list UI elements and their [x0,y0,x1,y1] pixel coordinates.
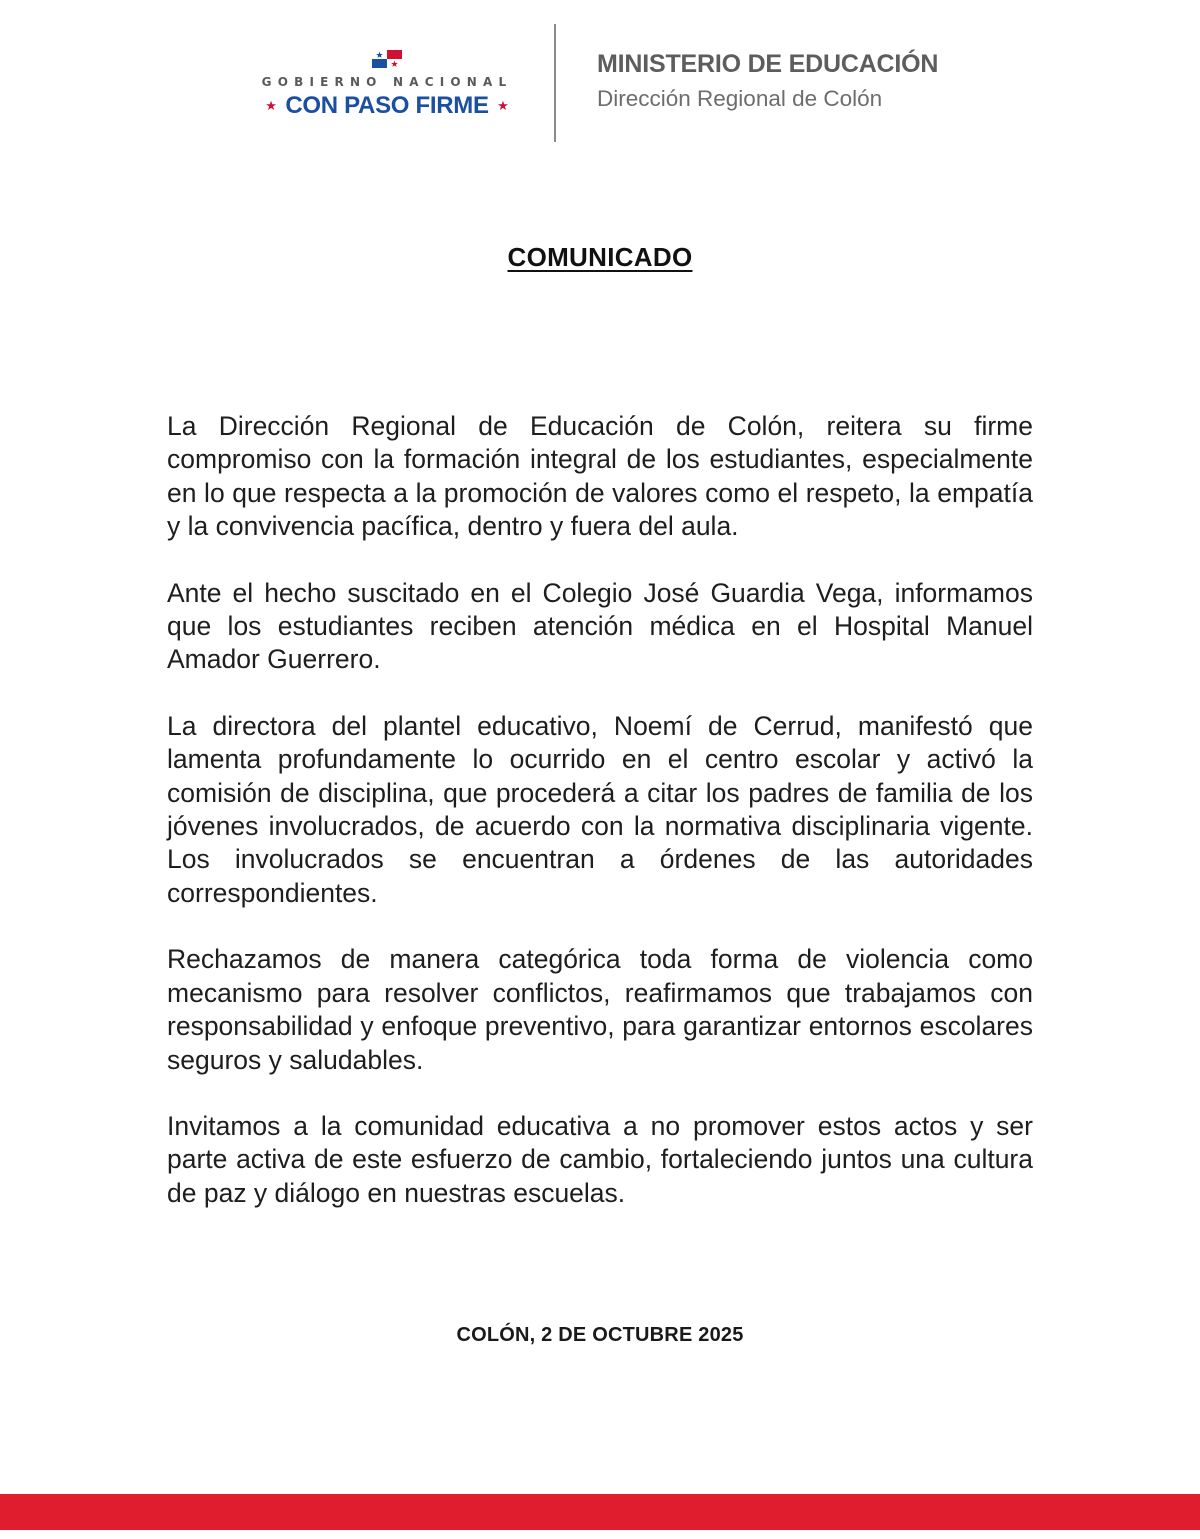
letterhead [0,0,1200,160]
panama-flag-icon [372,50,402,68]
document-date: COLÓN, 2 DE OCTUBRE 2025 [456,1324,744,1346]
body-paragraph: Ante el hecho suscitado en el Colegio José Guardia Vega, informamos que los estudiantes reciben atención médica en el Hospital Manuel Amador Guerrero. [167,577,1033,675]
document-body [167,410,1033,1243]
document-title: COMUNICADO [507,242,693,272]
government-motto: CON PASO FIRME [285,92,489,119]
ministry-name: MINISTERIO DE EDUCACIÓN [597,50,939,78]
body-paragraph: Rechazamos de manera categórica toda forma de violencia como mecanismo para resolver conflictos, reafirmamos que trabajamos con responsabilidad y enfoque preventivo, para garantizar entornos escolares seguros y saludables. [167,944,1033,1075]
body-paragraph: La directora del plantel educativo, Noemí de Cerrud, manifestó que lamenta profundamente lo ocurrido en el centro escolar y activó la comisión de disciplina, que procederá a citar los padres de familia de los jóvenes involucrados, de acuerdo con la normativa disciplinaria vigente. Los involucrados se encuentran a órdenes de las autoridades correspondientes. [167,710,1033,908]
star-icon: ★ [265,98,277,113]
government-motto-line [258,92,516,120]
footer-color-bar [0,1494,1200,1530]
star-icon: ★ [497,98,509,113]
ministry-regional-office: Dirección Regional de Colón [597,86,883,111]
header-divider [554,24,556,142]
government-name: GOBIERNO NACIONAL [261,75,513,89]
body-paragraph: Invitamos a la comunidad educativa a no promover estos actos y ser parte activa de este esfuerzo de cambio, fortaleciendo juntos una cultura de paz y diálogo en nuestras escuelas. [167,1110,1033,1208]
body-paragraph: La Dirección Regional de Educación de Colón, reitera su firme compromiso con la formación integral de los estudiantes, especialmente en lo que respecta a la promoción de valores como el respeto, la empatía y la convivencia pacífica, dentro y fuera del aula. [167,411,1033,542]
